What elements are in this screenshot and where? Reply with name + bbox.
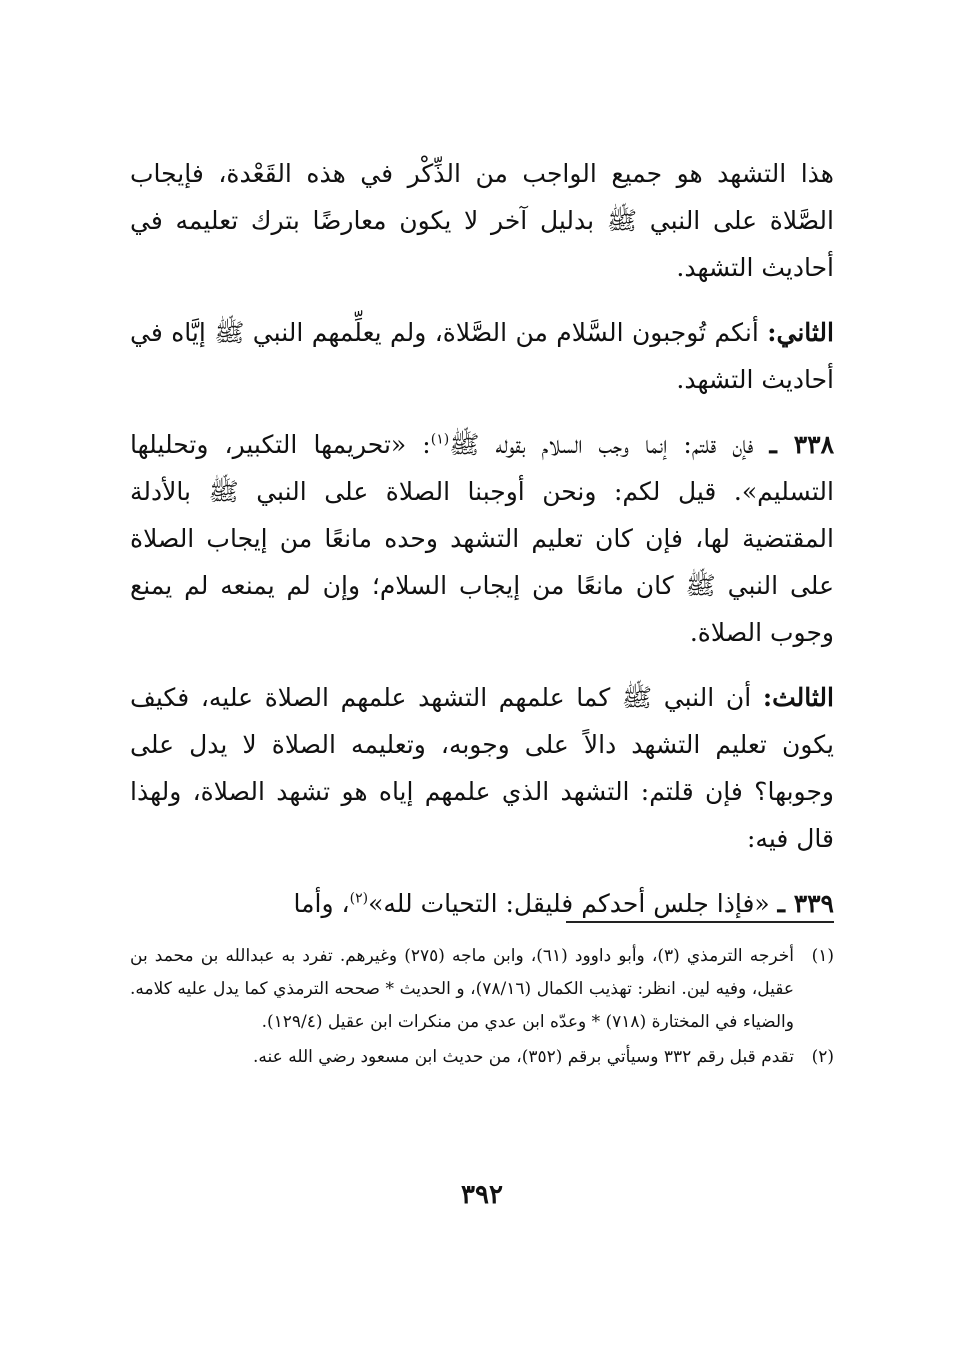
footnote-text: أخرجه الترمذي (٣)، وأبو داوود (٦١)، وابن ماجه (٢٧٥) وغيرهم. تفرد به عبدالله بن محمد بن عقيل، وفيه لين. انظر: تهذيب الكمال (٧٨/١٦)، و الحديث * صححه الترمذي كما يدل عليه كلامه. والضياء في المختارة (٧١٨) * وعدّه ابن عدي من منكرات ابن عقيل (١٢٩/٤). (130, 946, 794, 1032)
paragraph-text: أن النبي ﷺ كما علمهم التشهد علمهم الصلاة عليه، فكيف يكون تعليم التشهد دالاً على وجوبه، وتعليمه الصلاة لا يدل على وجوبها؟ فإن قلتم: التشهد الذي علمهم إياه هو تشهد الصلاة، ولهذا قال فيه: (130, 683, 834, 853)
paragraph-5 (130, 880, 834, 927)
page-number: ٣٩٢ (461, 1180, 503, 1210)
footnote-2 (130, 1041, 834, 1074)
paragraph-lead: الثاني: (767, 318, 834, 347)
main-text (130, 150, 834, 945)
paragraph-text-part: فإن قلتم: إنما وجب السلام بقوله ﷺ (449, 430, 770, 459)
paragraph-text: أنكم تُوجبون السَّلام من الصَّلاة، ولم يعلِّمهم النبي ﷺ إيَّاه في أحاديث التشهد. (130, 318, 834, 394)
footnote-reference[interactable]: (١) (430, 431, 450, 448)
paragraph-1 (130, 150, 834, 291)
paragraph-2 (130, 309, 834, 403)
footnote-marker: (١) (811, 946, 834, 966)
footnote-text: تقدم قبل رقم ٣٣٢ وسيأتي برقم (٣٥٢)، من حديث ابن مسعود رضي الله عنه. (253, 1047, 794, 1067)
paragraph-3 (130, 421, 834, 656)
footnote-separator (566, 921, 834, 923)
paragraph-4 (130, 674, 834, 862)
footnote-1 (130, 940, 834, 1039)
paragraph-text-part: «فإذا جلس أحدكم فليقل: التحيات لله» (368, 889, 778, 918)
paragraph-text-part: : «تحريمها التكبير، وتحليلها التسليم». قيل لكم: ونحن أوجبنا الصلاة على النبي ﷺ بالأدلة المقتضية لها، فإن كان تعليم التشهد وحده مانعًا من إيجاب الصلاة على النبي ﷺ كان مانعًا من إيجاب السلام؛ وإن لم يمنعه لم يمنع وجوب الصلاة. (130, 430, 834, 647)
footnote-reference[interactable]: (٢) (349, 890, 369, 907)
paragraph-lead: الثالث: (762, 683, 834, 712)
footnote-marker: (٢) (811, 1047, 834, 1067)
paragraph-text-part: ، وأما (293, 889, 350, 918)
hadith-number: ٣٣٨ ـ (769, 430, 835, 459)
paragraph-text: هذا التشهد هو جميع الواجب من الذِّكْر في هذه القَعْدة، فإيجاب الصَّلاة على النبي ﷺ بدليل آخر لا يكون معارضًا بترك تعليمه في أحاديث التشهد. (130, 159, 834, 282)
hadith-number: ٣٣٩ ـ (777, 889, 834, 918)
footnotes (130, 940, 834, 1076)
